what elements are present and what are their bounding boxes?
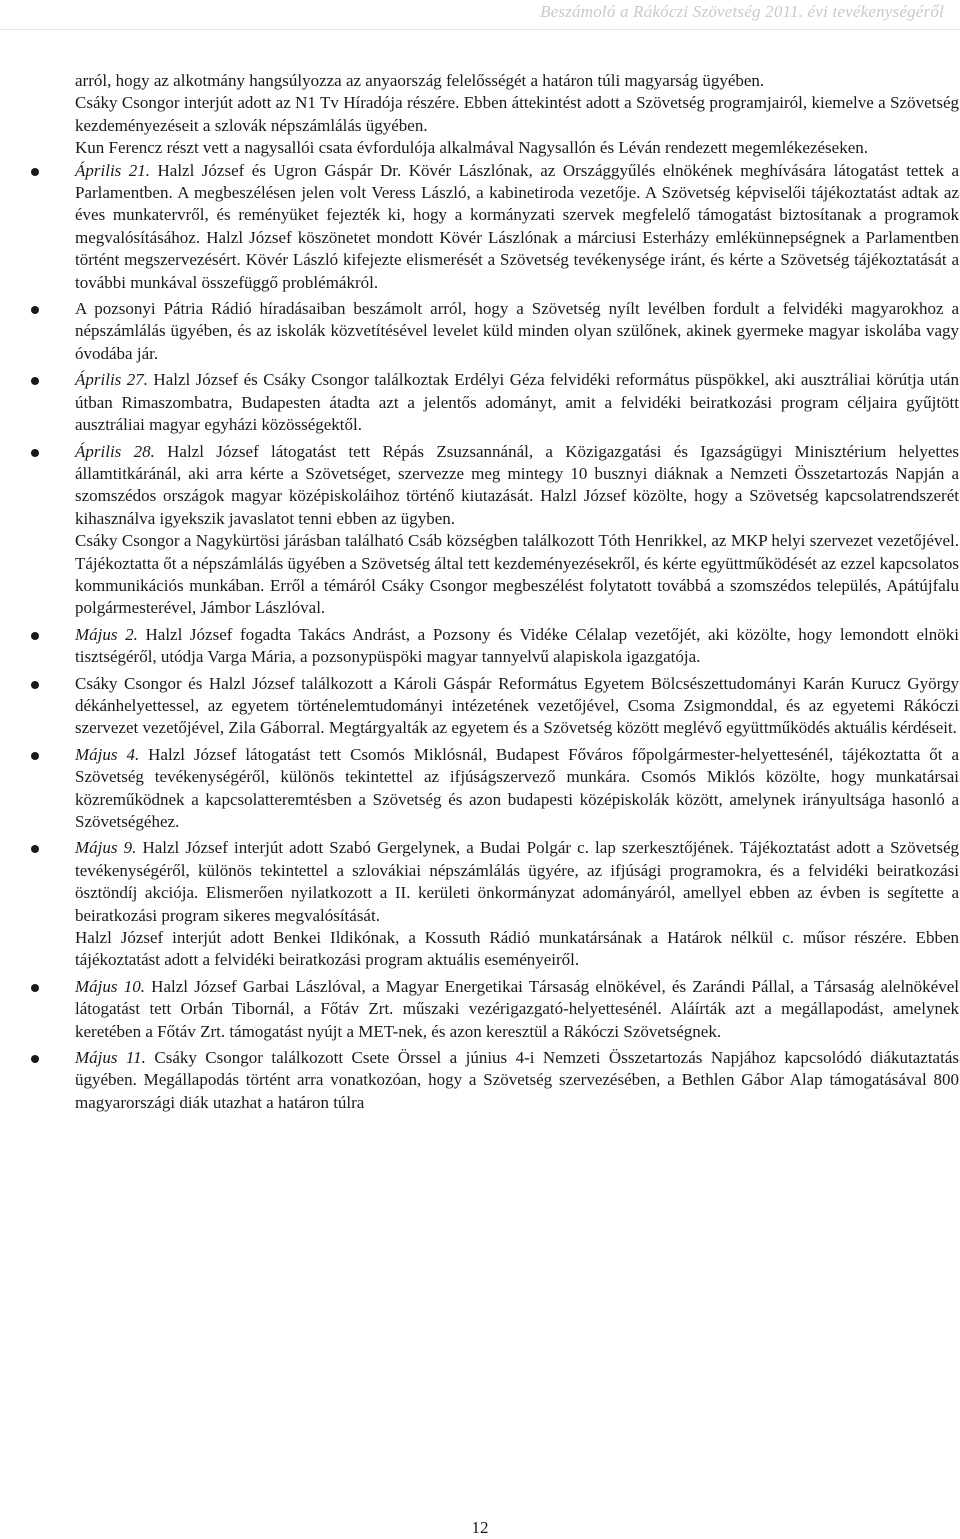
entry-date: Április 21. [75, 160, 151, 180]
bullet-icon [31, 377, 39, 385]
intro-paragraph: arról, hogy az alkotmány hangsúlyozza az anyaország felelősségét a határon túli magyarság ügyében. [75, 71, 765, 90]
list-item [75, 624, 959, 669]
entry-date: Április 27. [75, 370, 148, 390]
bullet-icon [31, 168, 39, 176]
bullet-icon [31, 1055, 39, 1063]
entry-date: Április 28. [75, 441, 155, 461]
bullet-icon [31, 632, 39, 640]
entry-date: Május 2. [75, 624, 138, 644]
bullet-icon [31, 449, 39, 457]
list-item [75, 441, 959, 620]
entry-text: Halzl József és Ugron Gáspár Dr. Kövér Lászlónak, az Országgyűlés elnökének meghívására látogatást tettek a Parlamentben. A megbeszélésen jelen volt Veress László, a kabinetiroda vezetője. A Szövetség képviselői tájékoztatást adtak az éves munkatervről, és reményüket fejezték ki, hogy a kormányzati szervek megfelelő támogatást biztosítanak a programok megvalósításához. Halzl József köszönetet mondott Kövér Lászlónak a márciusi Esterházy emlékünnepségnek a Parlamentben történt megszervezésért. Kövér László kifejezte elismerését a Szövetség tevékenysége iránt, és kérte a Szövetség tájékoztatását a további munkával összefüggő problémákról. [75, 160, 959, 292]
list-item [75, 976, 959, 1043]
entry-text: Halzl József Garbai Lászlóval, a Magyar Energetikai Társaság elnökével, és Zarándi Pállal, a Társaság alelnökével látogatást tett Orbán Tibornál, a Főtáv Zrt. műszaki vezérigazgató-helyettesénél. Aláírták azt a megállapodást, amelynek keretében a Főtáv Zrt. támogatást nyújt a MET-nek, és azon keresztül a Rákóczi Szövetségnek. [75, 976, 960, 1041]
entry-continuation: Csáky Csongor a Nagykürtösi járásban található Csáb községben találkozott Tóth Henrikkel, az MKP helyi szervezet vezetőjével. Tájékoztatta őt a népszámlálás ügyében a Szövetség által tett kezdeményezésekről, és kérte együttműködését az ezzel kapcsolatos kommunikációs munkában. Erről a témáról Csáky Csongor megbeszélést folytatott továbbá a szomszédos település, Apátújfalu polgármesterével, Jámbor Lászlóval. [75, 531, 959, 618]
entry-text: Csáky Csongor találkozott Csete Örssel a június 4-i Nemzeti Összetartozás Napjához kapcsolódó diákutaztatás ügyében. Megállapodás történt arra vonatkozóan, hogy a Szövetség szervezésében, a Bethlen Gábor Alap támogatásával 800 magyarországi diák utazhat a határon túlra [75, 1048, 959, 1112]
page-number: 12 [471, 1518, 489, 1537]
entry-date: Május 10. [75, 976, 145, 996]
intro-paragraph: Kun Ferencz részt vett a nagysallói csata évfordulója alkalmával Nagysallón és Léván rendezett megemlékezéseken. [75, 138, 868, 158]
list-item [75, 1047, 959, 1114]
entry-text: Halzl József fogadta Takács Andrást, a Pozsony és Vidéke Célalap vezetőjét, aki közölte, hogy lemondott elnöki tisztségéről, utódja Varga Mária, a pozsonypüspöki magyar tannyelvű alapiskola igazgatója. [75, 624, 959, 667]
entry-date: Május 11. [75, 1048, 146, 1068]
bullet-icon [31, 845, 39, 853]
entry-date: Május 9. [75, 838, 137, 858]
list-item [75, 837, 959, 971]
bullet-icon [31, 306, 39, 314]
bullet-icon [31, 752, 39, 760]
list-item [75, 298, 959, 365]
bullet-icon [31, 984, 39, 992]
entry-text: Halzl József interjút adott Szabó Gergelynek, a Budai Polgár c. lap szerkesztőjének. Tájékoztatást adott a Szövetség tevékenységéről, különös tekintettel a szlovákiai népszámlálás ügyére, az ifjúsági programokra, és a felvidéki beiratkozási ösztöndíj akciója. Elismerően nyilatkozott a II. kerületi önkormányzat adományáról, amellyel ebben az évben is segítette a beiratkozási program sikeres megvalósítását. [75, 838, 959, 925]
entry-text: A pozsonyi Pátria Rádió híradásaiban beszámolt arról, hogy a Szövetség nyílt levélben fordult a felvidéki magyarokhoz a népszámlálás ügyében, és az iskolák közvetítésével levelet küld minden olyan szülőnek, akinek gyermeke magyar iskolába vagy óvodába jár. [75, 299, 959, 363]
entry-text: Halzl József látogatást tett Répás Zsuzsannánál, a Közigazgatási és Igazságügyi Minisztérium helyettes államtitkáránál, aki arra kérte a Szövetséget, szervezze meg mintegy 10 busznyi diáknak a Nemzeti Összetartozás Napján a szomszédos országok magyar középiskoláihoz történő kiutazását. Halzl József közölte, hogy a Szövetség kapcsolatrendszerét kihasználva igyekszik javaslatot tenni ebben az ügyben. [75, 441, 960, 528]
entry-date: Május 4. [75, 744, 140, 764]
entry-text: Halzl József látogatást tett Csomós Miklósnál, Budapest Főváros főpolgármester-helyettesénél, tájékoztatta őt a Szövetség tevékenységéről, különös tekintettel az ifjúságszervező munkára. Csomós Miklós közölte, hogy munkatársai közreműködnek a kapcsolatteremtésben a Szövetség és azon budapesti középiskolák között, amelynek irányultsága hasonló a Szövetségéhez. [75, 744, 960, 831]
report-body [75, 70, 959, 1114]
entry-text: Halzl József és Csáky Csongor találkoztak Erdélyi Géza felvidéki református püspökkel, aki ausztráliai körútja után útban Rimaszombatra, Budapesten átadta azt a jelentős adományt, amit a felvidéki beiratkozási program céljaira gyűjtött ausztráliai magyar egyházi közösségektől. [75, 370, 959, 435]
entry-text: Csáky Csongor és Halzl József találkozott a Károli Gáspár Református Egyetem Bölcsészettudományi Karán Kurucz György dékánhelyettessel, az egyetem történelemtudományi intézetének vezetőjével, Csoma Zsigmonddal, és az egyetemi Rákóczi szervezet vezetőjével, Zila Gáborral. Megtárgyalták az egyetem és a Szövetség között meglévő együttműködés aktuális kérdéseit. [75, 673, 959, 738]
list-item [75, 744, 959, 834]
intro-paragraph: Csáky Csongor interjút adott az N1 Tv Híradója részére. Ebben áttekintést adott a Szövetség programjairól, kiemelve a Szövetség kezdeményezéseit a szlovák népszámlálás ügyében. [75, 93, 959, 135]
entry-continuation: Halzl József interjút adott Benkei Ildikónak, a Kossuth Rádió munkatársának a Határok nélkül c. műsor részére. Ebben tájékoztatást adott a felvidéki beiratkozási program aktuális eseményeiről. [75, 928, 959, 970]
running-header: Beszámoló a Rákóczi Szövetség 2011. évi tevékenységéről [540, 2, 944, 21]
header-rule [0, 29, 960, 30]
list-item [75, 673, 959, 740]
list-item [75, 160, 959, 294]
list-item [75, 369, 959, 436]
bullet-icon [31, 681, 39, 689]
